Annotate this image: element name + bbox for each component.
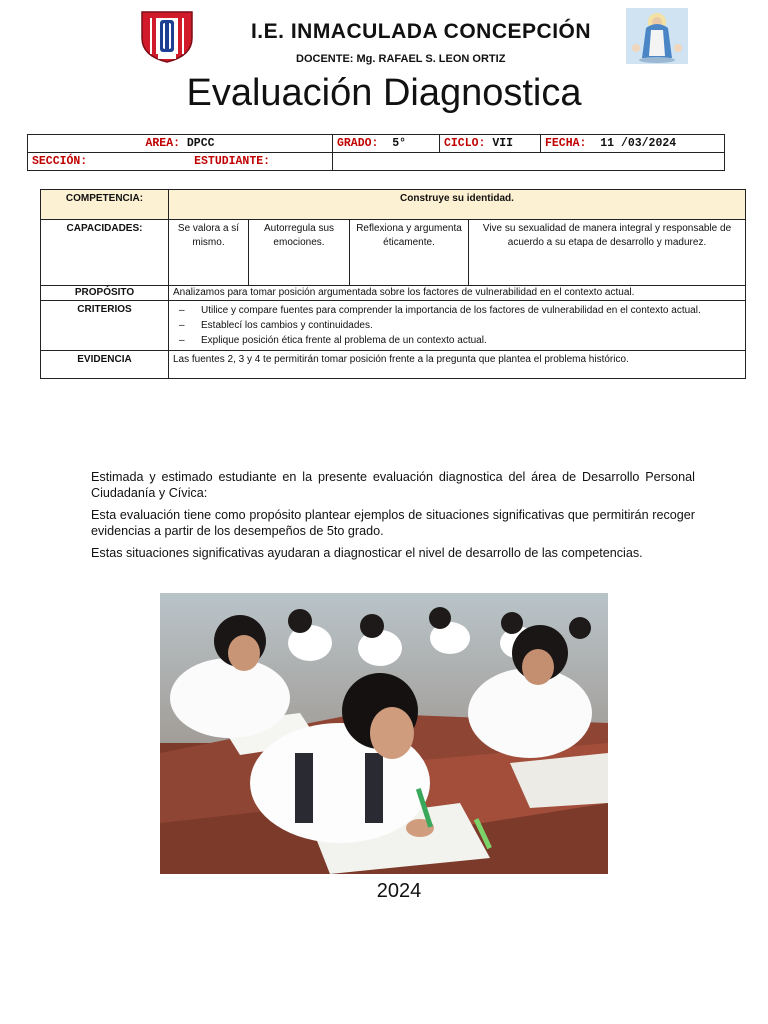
criterio-item: – Establecí los cambios y continuidades. [173,318,741,333]
fecha-label: FECHA: [545,137,587,150]
seccion-label: SECCIÓN: [32,155,88,168]
area-label: AREA: [145,137,180,150]
purpose-paragraph: Esta evaluación tiene como propósito plantear ejemplos de situaciones significativas que permitirán recoger evidencias a partir de los desempeños de 5to grado. [91,508,695,538]
proposito-label: PROPÓSITO [41,286,169,301]
criterio-item: – Utilice y compare fuentes para comprender la importancia de los factores de vulnerabilidad en el contexto actual. [173,303,741,318]
evidencia-value: Las fuentes 2, 3 y 4 te permitirán tomar posición frente a la pregunta que plantea el problema histórico. [169,351,746,379]
evidencia-label: EVIDENCIA [41,351,169,379]
year-label: 2024 [376,880,422,902]
criterio-item: – Explique posición ética frente al problema de un contexto actual. [173,333,741,348]
ciclo-label: CICLO: [444,137,486,150]
capacidad-item: Autorregula sus emociones. [249,220,350,286]
proposito-value: Analizamos para tomar posición argumentada sobre los factores de vulnerabilidad en el contexto actual. [169,286,746,301]
capacidades-label: CAPACIDADES: [41,220,169,286]
info-table [27,134,725,171]
student-name-field[interactable] [333,153,725,171]
situations-paragraph: Estas situaciones significativas ayudaran a diagnosticar el nivel de desarrollo de las competencias. [91,546,643,560]
grado-value: 5° [392,137,407,150]
competencia-label: COMPETENCIA: [41,190,169,220]
school-name: I.E. INMACULADA CONCEPCIÓN [250,20,592,43]
seccion-estudiante-cell [28,153,333,171]
area-value: DPCC [186,137,215,150]
virgin-mary-image [626,8,688,64]
competency-table [40,189,746,379]
intro-text [91,470,695,569]
grado-cell [333,135,440,153]
ciclo-value: VII [492,137,514,150]
page-title: Evaluación Diagnostica [186,72,582,114]
teacher-name: DOCENTE: Mg. RAFAEL S. LEON ORTIZ [296,53,506,65]
capacidad-item: Se valora a sí mismo. [169,220,249,286]
intro-paragraph: Estimada y estimado estudiante en la presente evaluación diagnostica del área de Desarrollo Personal Ciudadanía y Cívica: [91,470,695,500]
grado-label: GRADO: [337,137,379,150]
competencia-value: Construye su identidad. [169,190,746,220]
estudiante-label: ESTUDIANTE: [194,155,271,168]
fecha-cell [541,135,725,153]
students-classroom-photo [160,593,608,874]
criterios-label: CRITERIOS [41,301,169,351]
area-cell [28,135,333,153]
capacidad-item: Vive su sexualidad de manera integral y responsable de acuerdo a su etapa de desarrollo y madurez. [469,220,746,286]
ciclo-cell [440,135,541,153]
fecha-value: 11 /03/2024 [600,137,677,150]
capacidad-item: Reflexiona y argumenta éticamente. [350,220,469,286]
criterios-list [173,303,741,348]
school-shield-logo [138,8,196,64]
criterios-cell [169,301,746,351]
